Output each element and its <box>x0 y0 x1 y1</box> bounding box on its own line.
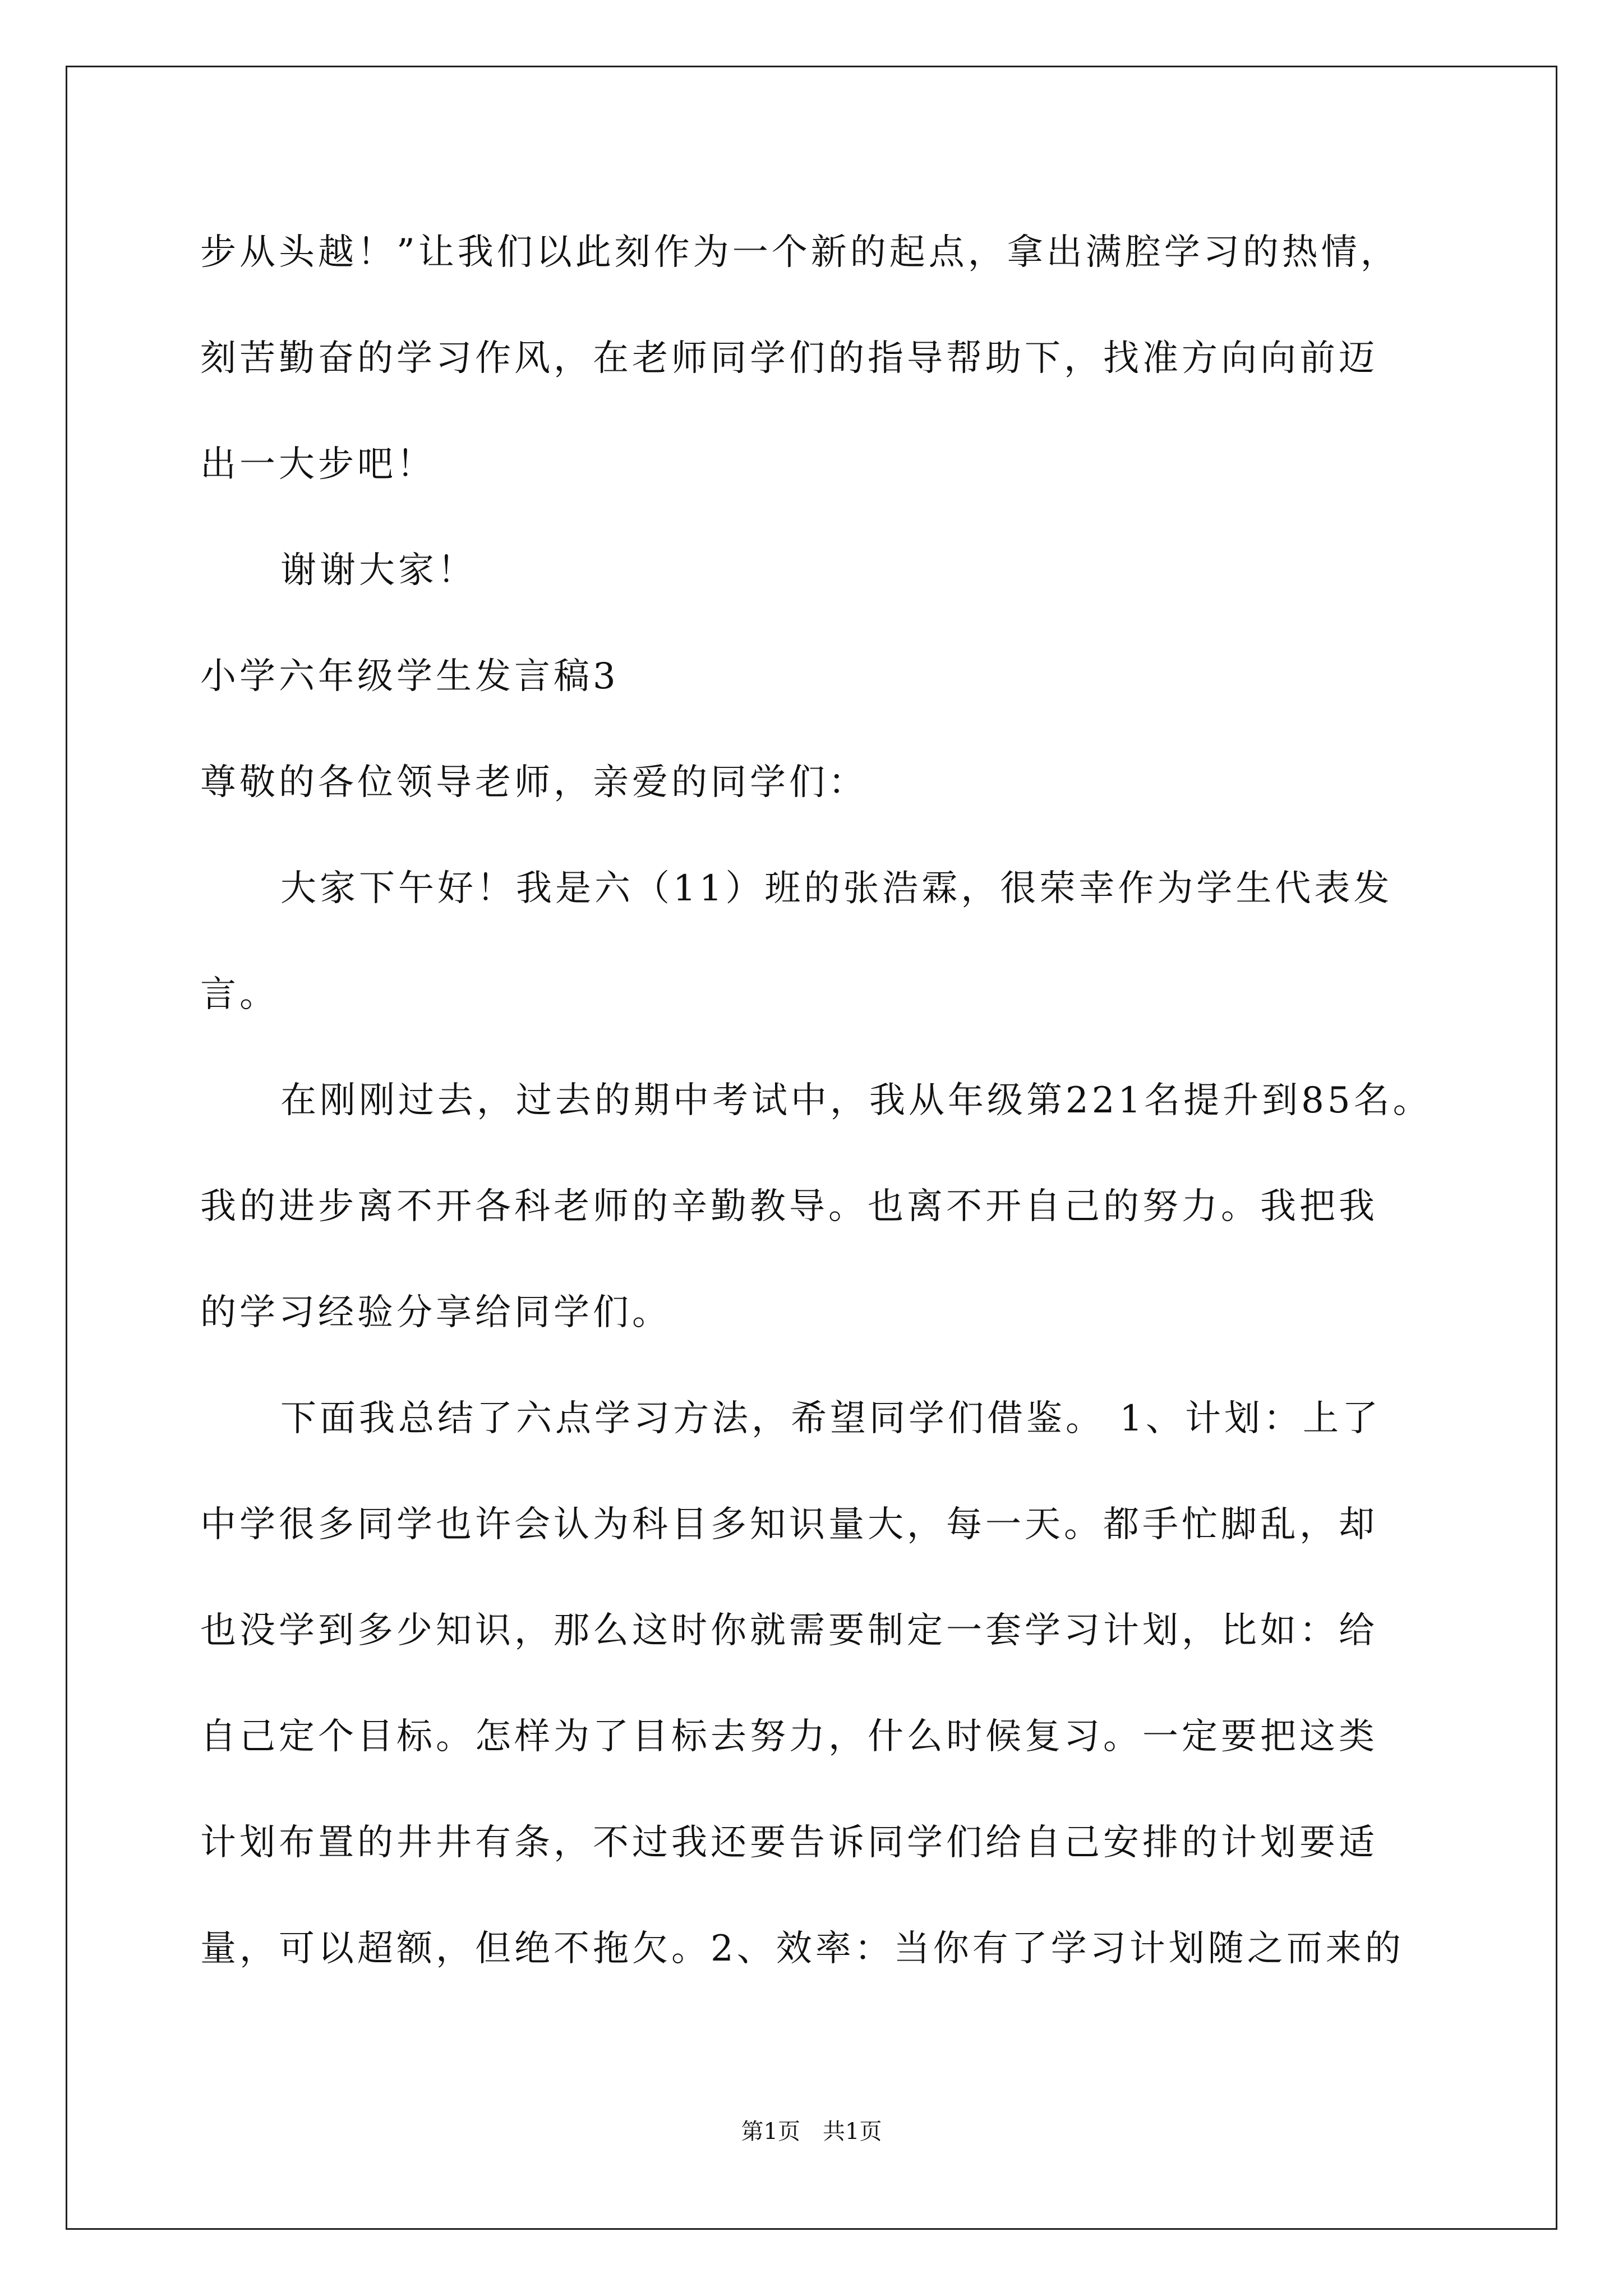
paragraph-line: 出一大步吧！ <box>200 444 436 485</box>
paragraph-line: 我的进步离不开各科老师的辛勤教导。也离不开自己的努力。我把我 <box>200 1186 1378 1227</box>
paragraph-line: 也没学到多少知识，那么这时你就需要制定一套学习计划，比如：给 <box>200 1610 1378 1651</box>
paragraph-line: 言。 <box>200 974 279 1015</box>
paragraph-line: 计划布置的井井有条，不过我还要告诉同学们给自己安排的计划要适 <box>200 1822 1378 1864</box>
paragraph-line: 的学习经验分享给同学们。 <box>200 1292 671 1333</box>
paragraph-line: 自己定个目标。怎样为了目标去努力，什么时候复习。一定要把这类 <box>200 1716 1378 1757</box>
paragraph-line: 步从头越！”让我们以此刻作为一个新的起点，拿出满腔学习的热情， <box>200 232 1400 273</box>
paragraph-line: 下面我总结了六点学习方法，希望同学们借鉴。 1、计划：上了 <box>280 1398 1382 1439</box>
paragraph-line: 中学很多同学也许会认为科目多知识量大，每一天。都手忙脚乱，却 <box>200 1504 1378 1545</box>
paragraph-line: 量，可以超额，但绝不拖欠。2、效率：当你有了学习计划随之而来的 <box>200 1928 1404 1970</box>
paragraph-line: 刻苦勤奋的学习作风，在老师同学们的指导帮助下，找准方向向前迈 <box>200 338 1378 379</box>
page-border <box>66 66 1557 2230</box>
salutation-line: 尊敬的各位领导老师，亲爱的同学们： <box>200 762 868 803</box>
page-footer: 第1页 共1页 <box>741 2119 882 2145</box>
closing-line: 谢谢大家！ <box>280 550 477 591</box>
section-heading: 小学六年级学生发言稿3 <box>200 656 619 697</box>
paragraph-line: 在刚刚过去，过去的期中考试中，我从年级第221名提升到85名。 <box>280 1080 1432 1121</box>
paragraph-line: 大家下午好！我是六（11）班的张浩霖，很荣幸作为学生代表发 <box>280 868 1393 909</box>
